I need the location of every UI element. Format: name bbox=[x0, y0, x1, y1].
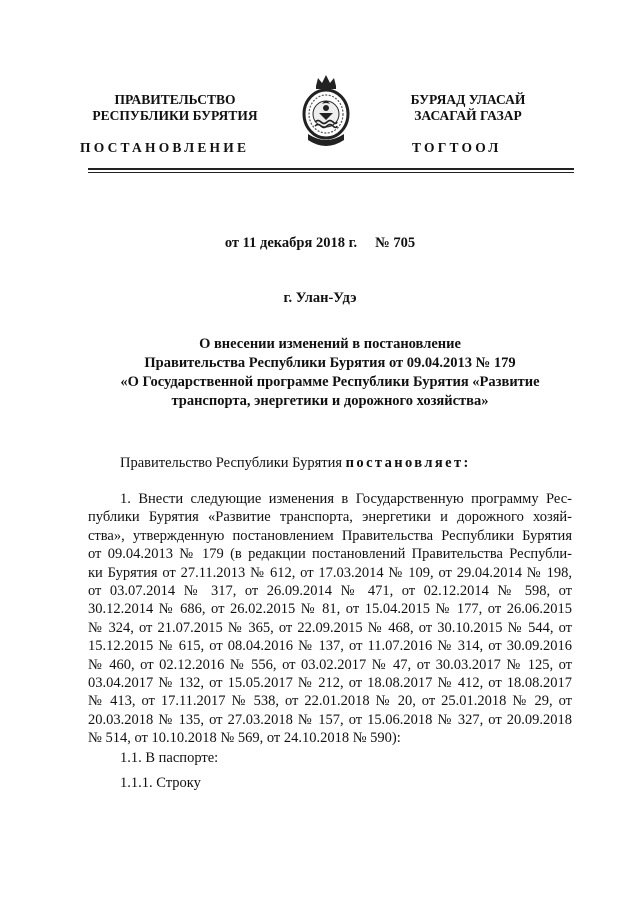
title-line: транспорта, энергетики и дорожного хозяйства» bbox=[171, 393, 489, 409]
title-line: О внесении изменений в постановление bbox=[199, 336, 461, 352]
header-right-line-1: БУРЯАД УЛАСАЙ bbox=[410, 92, 526, 107]
body-line: от 03.07.2014 № 317, от 26.09.2014 № 471, от 02.12.2014 № 598, от bbox=[88, 583, 572, 600]
decree-number: № 705 bbox=[375, 235, 416, 251]
doc-type-ru: ПОСТАНОВЛЕНИЕ bbox=[80, 140, 250, 155]
header-right-line-2: ЗАСАГАЙ ГАЗАР bbox=[414, 108, 522, 123]
body-line: ки Бурятия от 27.11.2013 № 612, от 17.03.2014 № 109, от 29.04.2014 № 198, bbox=[88, 564, 572, 581]
decree-verb: постановляет: bbox=[345, 455, 471, 471]
body-paragraph bbox=[88, 490, 572, 748]
body-line: от 09.04.2013 № 179 (в редакции постановлений Правительства Республи- bbox=[88, 546, 572, 563]
header-left-line-2: РЕСПУБЛИКИ БУРЯТИЯ bbox=[92, 108, 258, 123]
title-line: «О Государственной программе Республики Бурятия «Развитие bbox=[120, 374, 540, 390]
sub-item-passport: 1.1. В паспорте: bbox=[120, 750, 219, 766]
body-line: № 514, от 10.10.2018 № 569, от 24.10.2018 № 590): bbox=[88, 730, 401, 747]
body-line: № 413, от 17.11.2017 № 538, от 22.01.2018 № 20, от 25.01.2018 № 29, от bbox=[88, 693, 572, 710]
coat-of-arms-icon bbox=[300, 72, 352, 152]
header-divider-thin bbox=[88, 172, 574, 173]
city: г. Улан-Удэ bbox=[283, 290, 357, 306]
doc-type-bua: ТОГТООЛ bbox=[412, 140, 502, 155]
government-name-ru bbox=[70, 92, 280, 124]
body-line: публики Бурятия «Развитие транспорта, энергетики и дорожного хозяй- bbox=[88, 509, 572, 526]
body-line: ства», утвержденную постановлением Правительства Республики Бурятия bbox=[88, 527, 572, 544]
sub-item-line: 1.1.1. Строку bbox=[120, 775, 201, 791]
decree-statement bbox=[120, 455, 471, 472]
body-line: № 460, от 02.12.2016 № 556, от 03.02.2017 № 47, от 30.03.2017 № 125, от bbox=[88, 656, 572, 673]
body-line: 03.04.2017 № 132, от 15.05.2017 № 212, от 18.08.2017 № 412, от 18.08.2017 bbox=[88, 675, 572, 692]
header-left-line-1: ПРАВИТЕЛЬСТВО bbox=[114, 92, 236, 107]
decree-prefix: Правительство Республики Бурятия bbox=[120, 455, 346, 471]
body-line: 20.03.2018 № 135, от 27.03.2018 № 157, от 15.06.2018 № 327, от 20.09.2018 bbox=[88, 711, 572, 728]
title-line: Правительства Республики Бурятия от 09.04.2013 № 179 bbox=[144, 355, 516, 371]
header-divider-thick bbox=[88, 168, 574, 170]
decree-date: от 11 декабря 2018 г. bbox=[224, 235, 358, 251]
body-line: № 324, от 21.07.2015 № 365, от 22.09.2015 № 468, от 30.10.2015 № 544, от bbox=[88, 619, 572, 636]
decree-date-line bbox=[0, 235, 640, 252]
body-line: 30.12.2014 № 686, от 26.02.2015 № 81, от 15.04.2015 № 177, от 26.06.2015 bbox=[88, 601, 572, 618]
body-line: 1. Внести следующие изменения в Государственную программу Рес- bbox=[120, 491, 572, 507]
government-name-bua bbox=[368, 92, 568, 124]
decree-title bbox=[80, 335, 580, 411]
body-line: 15.12.2015 № 615, от 08.04.2016 № 137, от 11.07.2016 № 314, от 30.09.2016 bbox=[88, 638, 572, 655]
